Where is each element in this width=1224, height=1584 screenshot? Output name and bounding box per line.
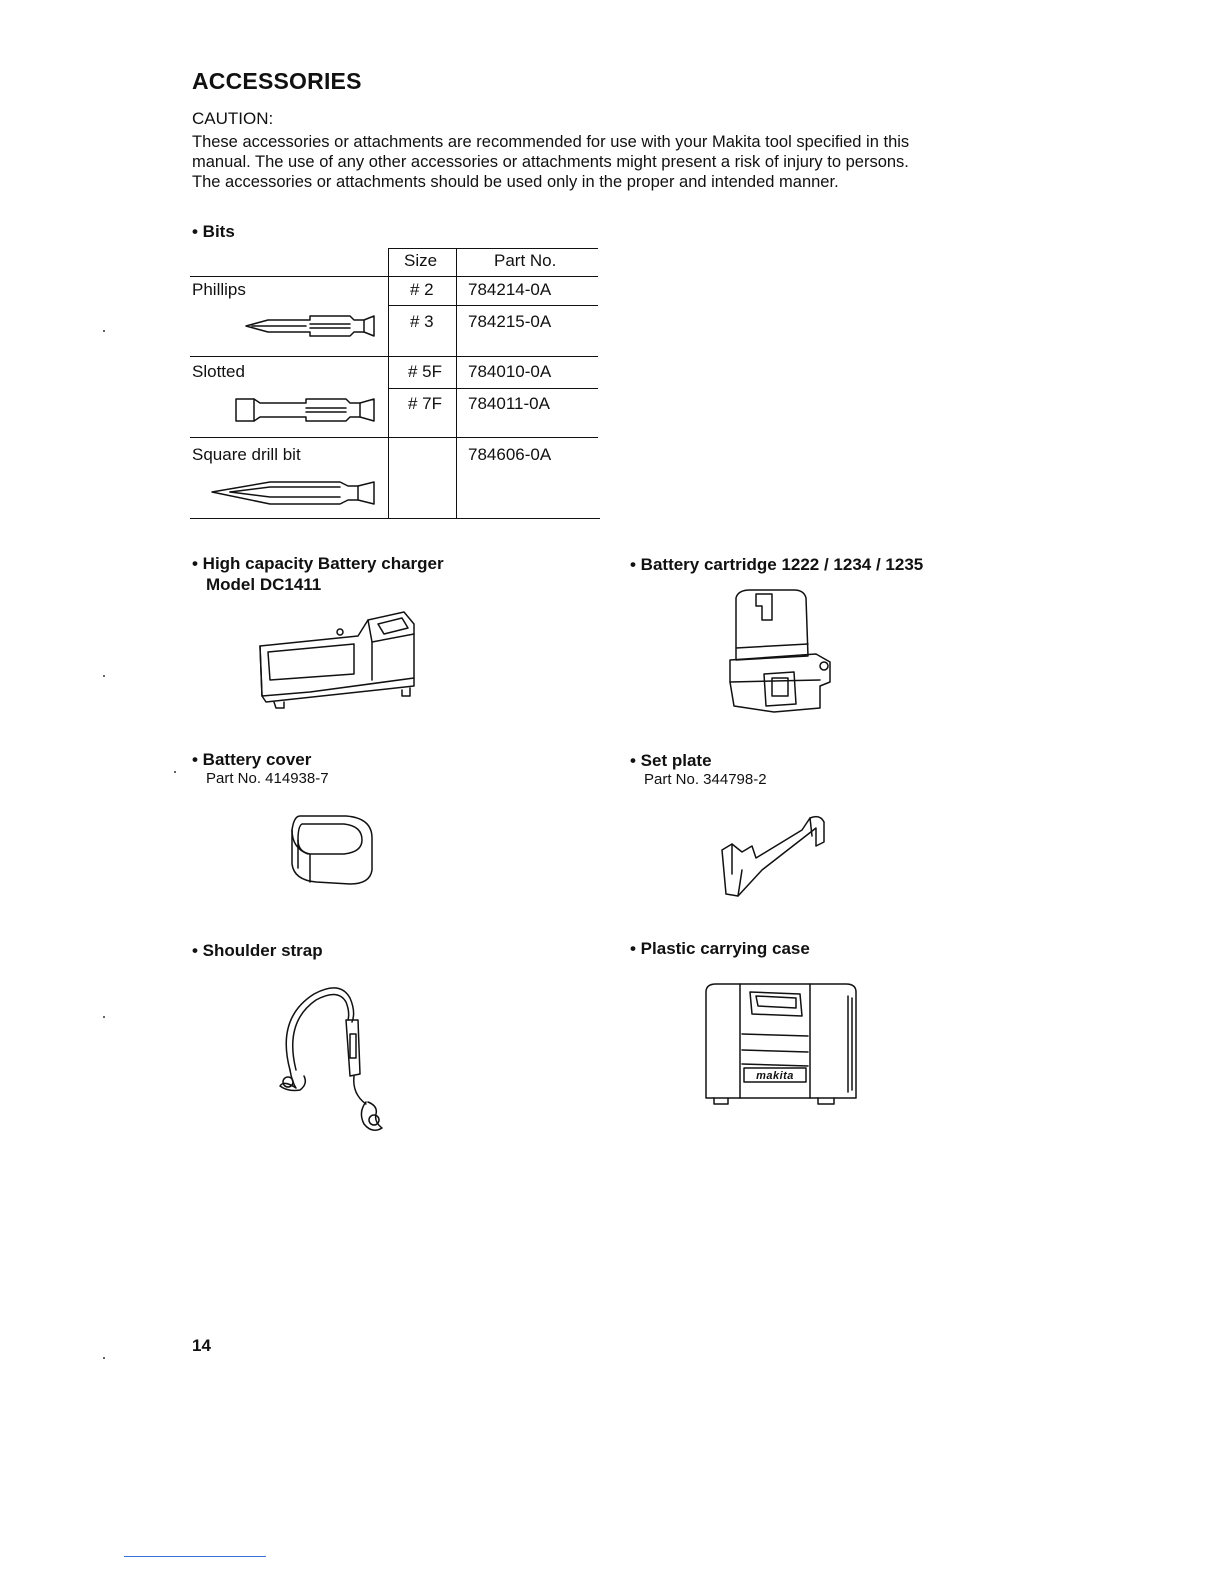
bit-size: # 5F [408,362,443,381]
bit-size: # 2 [410,280,434,299]
page-number: 14 [192,1336,211,1355]
bit-part-number: 784010-0A [468,362,552,381]
table-rule [190,356,598,357]
set-plate-title: • Set plate [630,751,712,770]
charger-title: • High capacity Battery charger [192,554,444,573]
bit-name-slotted: Slotted [192,362,245,381]
battery-charger-icon [254,610,424,715]
scan-speck [103,675,105,677]
bits-section-title: • Bits [192,222,235,241]
table-rule [388,388,598,389]
bit-size: # 7F [408,394,443,413]
bit-name-square-drill: Square drill bit [192,445,301,464]
caution-text [192,132,1052,192]
battery-cover-title: • Battery cover [192,750,312,769]
battery-cover-icon [286,808,378,890]
cartridge-title: • Battery cartridge 1222 / 1234 / 1235 [630,555,924,574]
caution-line: manual. The use of any other accessories or attachments might present a risk of injury to persons. [192,153,909,171]
bit-part-number: 784215-0A [468,312,552,331]
charger-model: Model DC1411 [206,575,322,594]
battery-cartridge-icon [720,586,840,726]
slotted-bit-icon [236,395,380,425]
bit-part-number: 784011-0A [468,394,550,413]
page-title: ACCESSORIES [192,68,362,94]
carrying-case-title: • Plastic carrying case [630,939,810,958]
table-rule [190,437,598,438]
col-size-header: Size [404,251,438,270]
scan-speck [103,330,105,332]
table-rule [388,248,598,249]
bit-name-phillips: Phillips [192,280,246,299]
set-plate-part: Part No. 344798-2 [644,771,767,788]
table-rule [388,248,389,518]
scan-speck [103,1016,105,1018]
table-rule [190,276,598,277]
bottom-edge-line [124,1556,266,1557]
table-rule [388,305,598,306]
bit-size: # 3 [410,312,434,331]
table-rule [456,248,457,518]
caution-line: These accessories or attachments are recommended for use with your Makita tool specified in this [192,133,910,151]
caution-line: The accessories or attachments should be used only in the proper and intended manner. [192,173,839,191]
phillips-bit-icon [240,312,380,342]
table-rule [190,518,600,519]
makita-logo: makita [756,1070,794,1082]
scan-speck [103,1357,105,1359]
bit-part-number: 784214-0A [468,280,552,299]
battery-cover-part: Part No. 414938-7 [206,770,329,787]
shoulder-strap-title: • Shoulder strap [192,941,323,960]
carrying-case-icon [700,978,864,1112]
bit-part-number: 784606-0A [468,445,552,464]
set-plate-icon [716,814,836,900]
col-part-header: Part No. [494,251,557,270]
square-drill-bit-icon [210,478,380,508]
caution-label: CAUTION: [192,109,274,128]
scan-speck [174,771,176,773]
shoulder-strap-icon [270,978,400,1146]
